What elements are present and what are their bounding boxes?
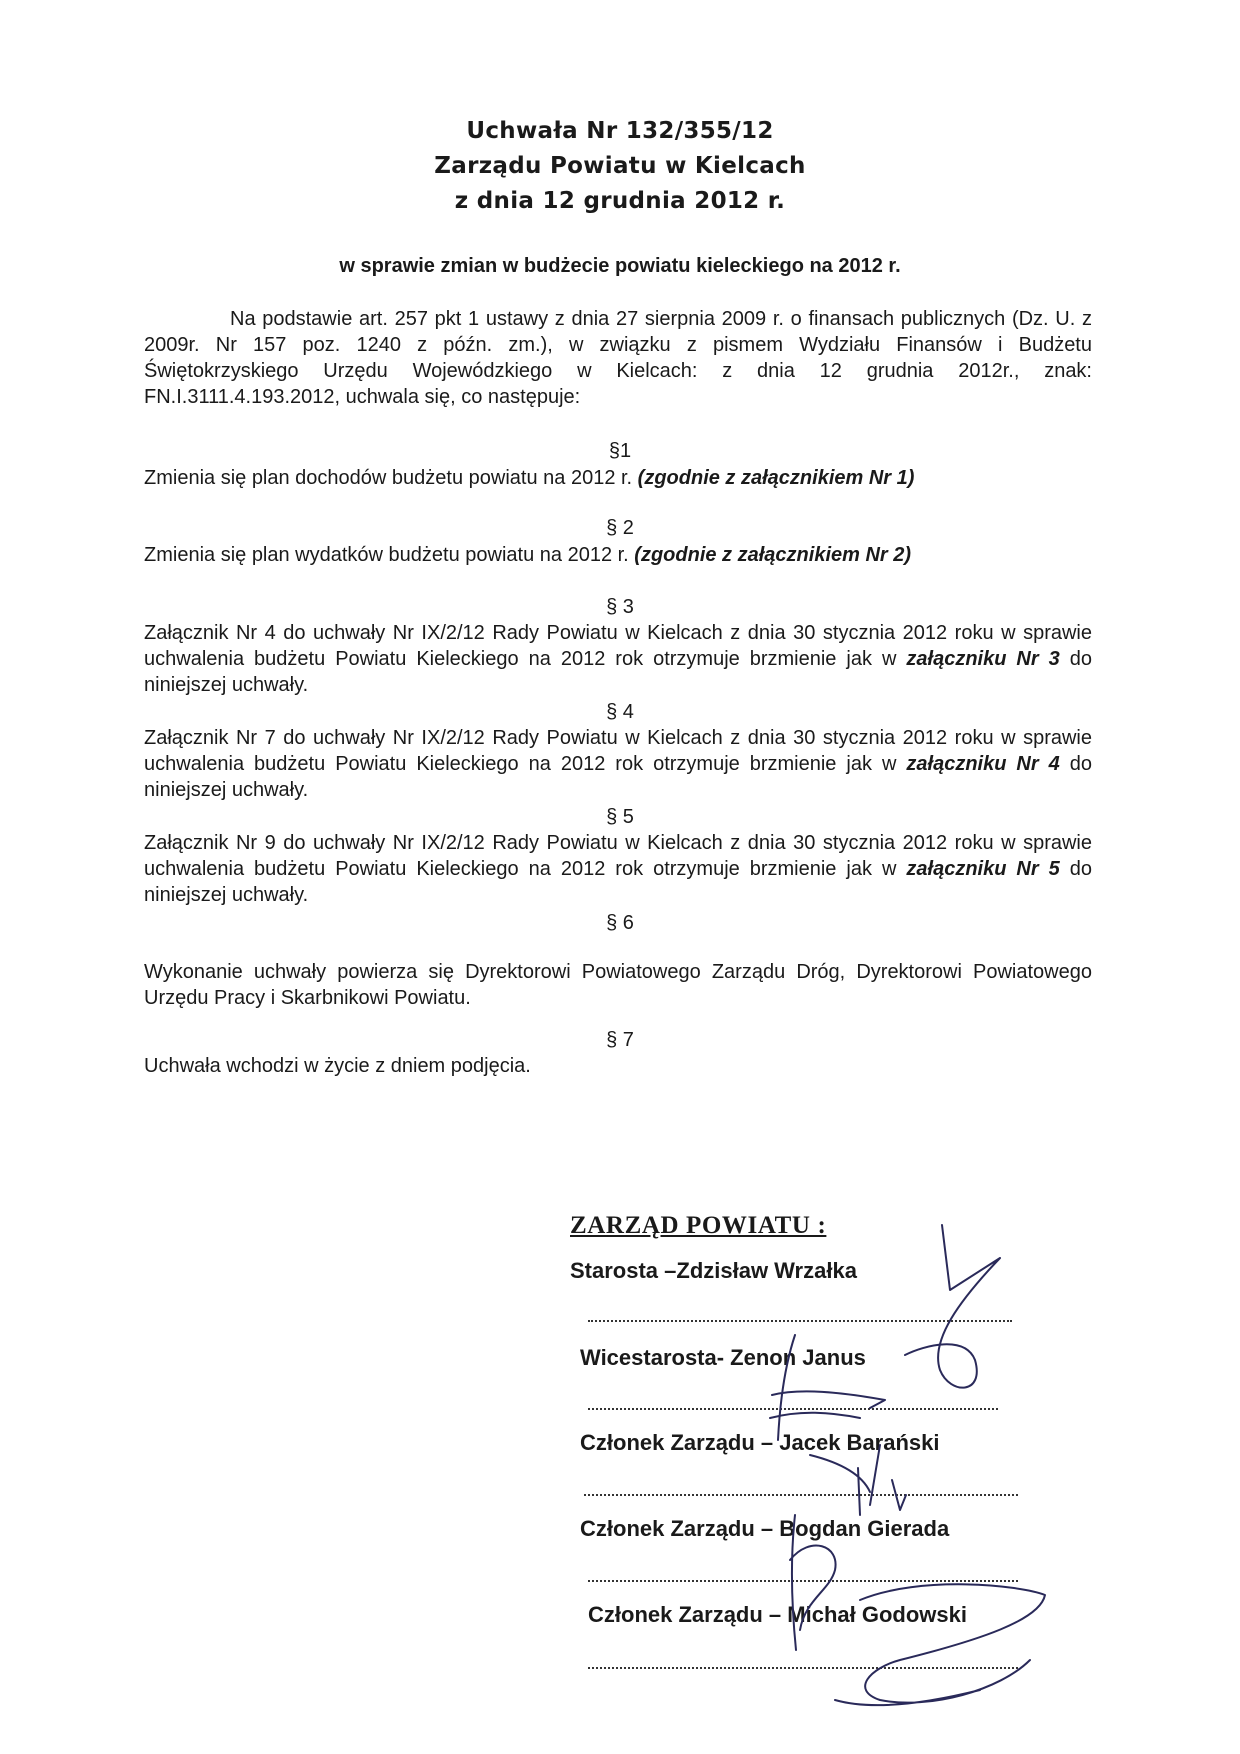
member-1: Członek Zarządu – Jacek Barański [580, 1430, 940, 1455]
section-4-text [144, 725, 1092, 803]
section-4-mark: § 4 [606, 701, 634, 723]
section-3-tail: do niniejszej uchwały. [144, 648, 1092, 696]
signature-line-4 [588, 1580, 1018, 1582]
section-4-tail: do niniejszej uchwały. [144, 753, 1092, 801]
issuing-body: Zarządu Powiatu w Kielcach [434, 153, 806, 179]
section-3-attachment-ref: załączniku Nr 3 [906, 648, 1060, 670]
resolution-date: z dnia 12 grudnia 2012 r. [454, 188, 786, 214]
legal-basis-paragraph [144, 306, 1092, 410]
section-1-body: Zmienia się plan dochodów budżetu powiatu na 2012 r. [144, 467, 638, 489]
signature-line-5 [588, 1667, 1018, 1669]
resolution-subject: w sprawie zmian w budżecie powiatu kieleckiego na 2012 r. [339, 255, 901, 277]
signature-line-3 [584, 1494, 1018, 1496]
resolution-number: Uchwała Nr 132/355/12 [466, 118, 774, 144]
section-3-body: Załącznik Nr 4 do uchwały Nr IX/2/12 Rady Powiatu w Kielcach z dnia 30 stycznia 2012 roku w sprawie uchwalenia budżetu Powiatu Kieleckiego na 2012 rok otrzymuje brzmienie jak w [144, 622, 1092, 670]
signature-line-1 [588, 1320, 1012, 1322]
section-1-attachment-ref: (zgodnie z załącznikiem Nr 1) [637, 467, 915, 489]
member-starosta: Starosta –Zdzisław Wrzałka [570, 1258, 857, 1283]
section-2-text [144, 542, 1092, 568]
section-5-attachment-ref: załączniku Nr 5 [906, 858, 1060, 880]
section-2-body: Zmienia się plan wydatków budżetu powiatu na 2012 r. [144, 544, 635, 566]
section-7-mark: § 7 [606, 1029, 634, 1051]
signature-starosta [905, 1225, 1000, 1388]
section-4-body: Załącznik Nr 7 do uchwały Nr IX/2/12 Rady Powiatu w Kielcach z dnia 30 stycznia 2012 roku w sprawie uchwalenia budżetu Powiatu Kieleckiego na 2012 rok otrzymuje brzmienie jak w [144, 727, 1092, 775]
section-5-text [144, 830, 1092, 908]
section-5-body: Załącznik Nr 9 do uchwały Nr IX/2/12 Rady Powiatu w Kielcach z dnia 30 stycznia 2012 roku w sprawie uchwalenia budżetu Powiatu Kieleckiego na 2012 rok otrzymuje brzmienie jak w [144, 832, 1092, 880]
section-1-text [144, 465, 1092, 491]
section-5-mark: § 5 [606, 806, 634, 828]
section-3-text [144, 620, 1092, 698]
member-3: Członek Zarządu – Michał Godowski [588, 1602, 967, 1627]
section-4-attachment-ref: załączniku Nr 4 [906, 753, 1060, 775]
section-6-mark: § 6 [606, 912, 634, 934]
legal-basis-text: Na podstawie art. 257 pkt 1 ustawy z dnia 27 sierpnia 2009 r. o finansach publicznych (Dz. U. z 2009r. Nr 157 poz. 1240 z późn. zm.), w związku z pismem Wydziału Finansów i Budżetu Świętokrzyskiego Urzędu Wojewódzkiego w Kielcach: z dnia 12 grudnia 2012r., znak: FN.I.3111.4.193.2012, uchwala się, co następuje: [144, 308, 1092, 408]
section-1-mark: §1 [608, 440, 632, 462]
member-2: Członek Zarządu – Bogdan Gierada [580, 1516, 950, 1541]
section-5-tail: do niniejszej uchwały. [144, 858, 1092, 906]
section-2-attachment-ref: (zgodnie z załącznikiem Nr 2) [634, 544, 912, 566]
member-wicestarosta: Wicestarosta- Zenon Janus [580, 1345, 866, 1370]
signature-line-2 [588, 1408, 998, 1410]
section-7-text: Uchwała wchodzi w życie z dniem podjęcia. [144, 1055, 531, 1077]
section-3-mark: § 3 [606, 596, 634, 618]
section-6-text: Wykonanie uchwały powierza się Dyrektorowi Powiatowego Zarządu Dróg, Dyrektorowi Powiatowego Urzędu Pracy i Skarbnikowi Powiatu. [144, 961, 1092, 1009]
board-heading: ZARZĄD POWIATU : [570, 1212, 827, 1239]
section-2-mark: § 2 [606, 517, 634, 539]
